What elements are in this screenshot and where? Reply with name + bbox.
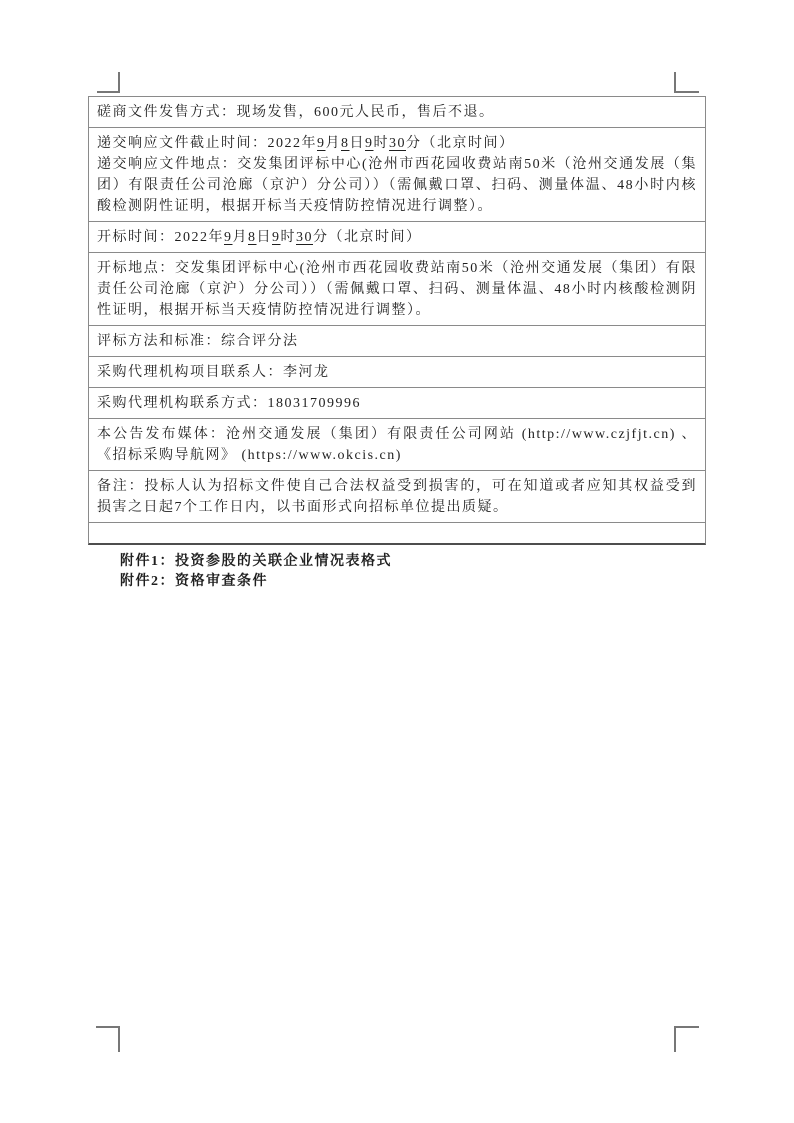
- table-row-evaluation-method: 评标方法和标准：综合评分法: [89, 325, 705, 356]
- attachments: [120, 552, 794, 592]
- crop-mark-top-left: [97, 72, 120, 93]
- crop-mark-bottom-left: [96, 1026, 120, 1052]
- table-row-response-submission: 递交响应文件截止时间：2022年9月8日9时30分（北京时间） 递交响应文件地点：交发集团评标中心(沧州市西花园收费站南50米（沧州交通发展（集团）有限责任公司沧廊（京沪）分公司））（需佩戴口罩、扫码、测量体温、48小时内核酸检测阴性证明，根据开标当天疫情防控情况进行调整）。: [89, 127, 705, 221]
- crop-mark-bottom-right: [674, 1026, 699, 1052]
- table-row-agency-contact-phone: 采购代理机构联系方式：18031709996: [89, 387, 705, 418]
- table-row-empty: [89, 522, 705, 543]
- crop-mark-top-right: [674, 72, 699, 93]
- table-row-sale-method: 磋商文件发售方式：现场发售，600元人民币，售后不退。: [97, 105, 495, 120]
- table-row-bid-opening-time: 开标时间：2022年9月8日9时30分（北京时间）: [89, 221, 705, 252]
- attachment-item-2: 附件2：资格审查条件: [120, 574, 268, 589]
- table-row-agency-contact-person: 采购代理机构项目联系人：李河龙: [89, 356, 705, 387]
- table-row-bid-opening-place: 开标地点：交发集团评标中心(沧州市西花园收费站南50米（沧州交通发展（集团）有限责任公司沧廊（京沪）分公司））（需佩戴口罩、扫码、测量体温、48小时内核酸检测阴性证明，根据开标当天疫情防控情况进行调整）。: [89, 252, 705, 325]
- attachment-item-1: 附件1：投资参股的关联企业情况表格式: [120, 554, 392, 569]
- page-content: [0, 96, 794, 592]
- table-row-remarks: 备注：投标人认为招标文件使自己合法权益受到损害的，可在知道或者应知其权益受到损害之日起7个工作日内，以书面形式向招标单位提出质疑。: [89, 470, 705, 522]
- announcement-table: [88, 96, 706, 545]
- table-row-announcement-media: 本公告发布媒体：沧州交通发展（集团）有限责任公司网站 (http://www.czjfjt.cn) 、《招标采购导航网》 (https://www.okcis.cn): [89, 418, 705, 470]
